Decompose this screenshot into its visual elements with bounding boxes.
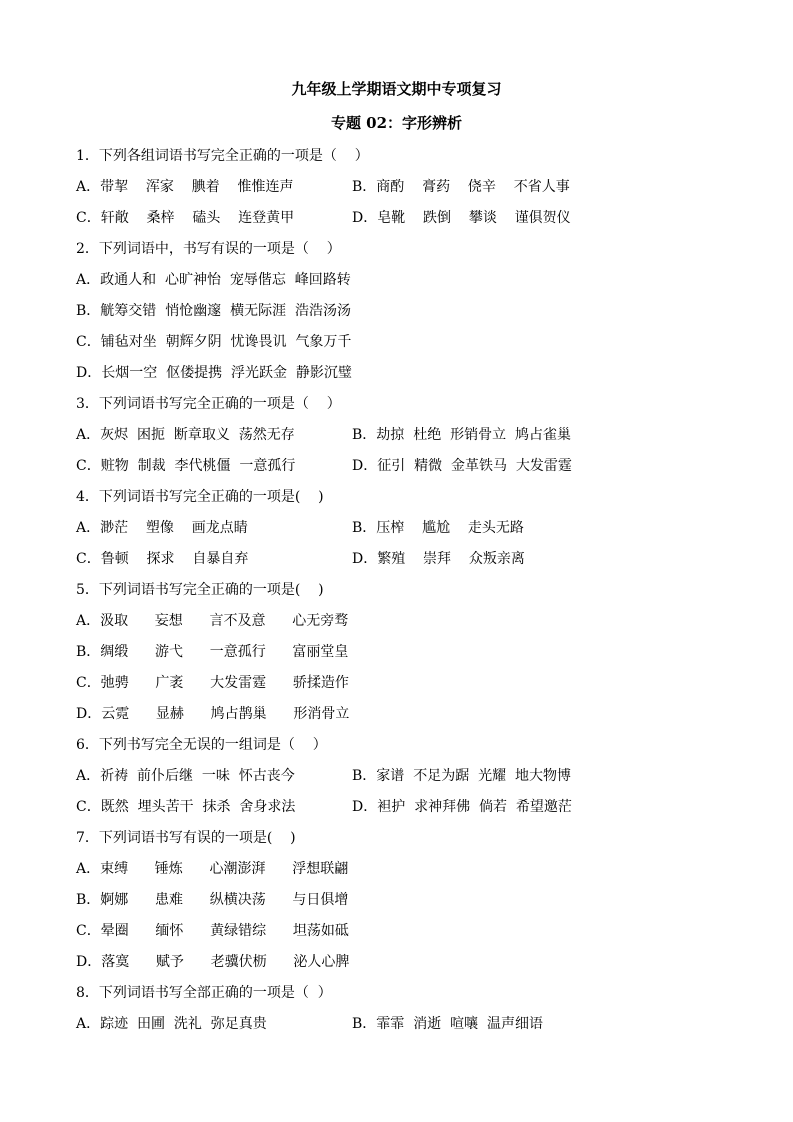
option-a: A．带挈 浑家 腆着 惟惟连声 bbox=[76, 179, 294, 195]
question-stem: 3．下列词语书写完全正确的一项是（ ） bbox=[76, 396, 341, 412]
option-d: D．长烟一空 伛偻提携 浮光跃金 静影沉璧 bbox=[76, 365, 352, 381]
option-b: B．商酌 膏药 侥辛 不省人事 bbox=[352, 179, 570, 195]
option-d: D．繁殖 崇拜 众叛亲离 bbox=[352, 551, 525, 567]
option-d: D．皂靴 跌倒 攀谈 谨俱贺仪 bbox=[352, 210, 571, 226]
option-c: C．鲁顿 探求 自暴自弃 bbox=[76, 551, 249, 567]
option-a: A．灰烬 困扼 断章取义 荡然无存 bbox=[76, 427, 295, 443]
option-c: C．弛骋 广袤 大发雷霆 骄揉造作 bbox=[76, 675, 349, 691]
option-c: C．轩敞 桑梓 磕头 连登黄甲 bbox=[76, 210, 295, 226]
option-a: A．祈祷 前仆后继 一味 怀古丧今 bbox=[76, 768, 295, 784]
option-d: D．征引 精微 金革铁马 大发雷霆 bbox=[352, 458, 572, 474]
option-b: B．霏霏 消逝 喧嚷 温声细语 bbox=[352, 1016, 543, 1032]
option-a: A．踪迹 田圃 洗礼 弥足真贵 bbox=[76, 1016, 267, 1032]
document-title: 九年级上学期语文期中专项复习 bbox=[291, 80, 502, 98]
option-d: D．云霓 显赫 鸠占鹊巢 形消骨立 bbox=[76, 706, 350, 722]
option-b: B．绸缎 游弋 一意孤行 富丽堂皇 bbox=[76, 644, 349, 660]
option-b: B．劫掠 杜绝 形销骨立 鸠占雀巢 bbox=[352, 427, 571, 443]
option-a: A．束缚 锤炼 心潮澎湃 浮想联翩 bbox=[76, 861, 349, 877]
option-b: B．婀娜 患难 纵横决荡 与日俱增 bbox=[76, 892, 349, 908]
question-stem: 1．下列各组词语书写完全正确的一项是（ ） bbox=[76, 148, 369, 164]
document-subtitle: 专题 02：字形辨析 bbox=[330, 114, 463, 132]
question-stem: 6．下列书写完全无误的一组词是（ ） bbox=[76, 737, 327, 753]
option-b: B．压榨 尴尬 走头无路 bbox=[352, 520, 524, 536]
option-a: A．政通人和 心旷神怡 宠辱偕忘 峰回路转 bbox=[76, 272, 351, 288]
question-stem: 4．下列词语书写完全正确的一项是( ) bbox=[76, 489, 324, 505]
option-a: A．渺茫 塑像 画龙点睛 bbox=[76, 520, 248, 536]
option-d: D．落寞 赋予 老骥伏枥 泌人心脾 bbox=[76, 954, 350, 970]
option-c: C．晕圈 缅怀 黄绿错综 坦荡如砥 bbox=[76, 923, 349, 939]
question-stem: 8．下列词语书写全部正确的一项是（ ） bbox=[76, 985, 332, 1001]
question-stem: 2．下列词语中，书写有误的一项是（ ） bbox=[76, 241, 341, 257]
option-d: D．袒护 求神拜佛 倘若 希望邀茫 bbox=[352, 799, 572, 815]
option-c: C．铺毡对坐 朝辉夕阴 忧谗畏讥 气象万千 bbox=[76, 334, 352, 350]
option-c: C．赃物 制裁 李代桃僵 一意孤行 bbox=[76, 458, 296, 474]
question-stem: 7．下列词语书写有误的一项是( ) bbox=[76, 830, 296, 846]
option-b: B．觥筹交错 悄怆幽邃 横无际涯 浩浩汤汤 bbox=[76, 303, 351, 319]
option-b: B．家谱 不足为踞 光耀 地大物博 bbox=[352, 768, 571, 784]
question-stem: 5．下列词语书写完全正确的一项是( ) bbox=[76, 582, 324, 598]
option-a: A．汲取 妄想 言不及意 心无旁骛 bbox=[76, 613, 349, 629]
option-c: C．既然 埋头苦干 抹杀 舍身求法 bbox=[76, 799, 296, 815]
